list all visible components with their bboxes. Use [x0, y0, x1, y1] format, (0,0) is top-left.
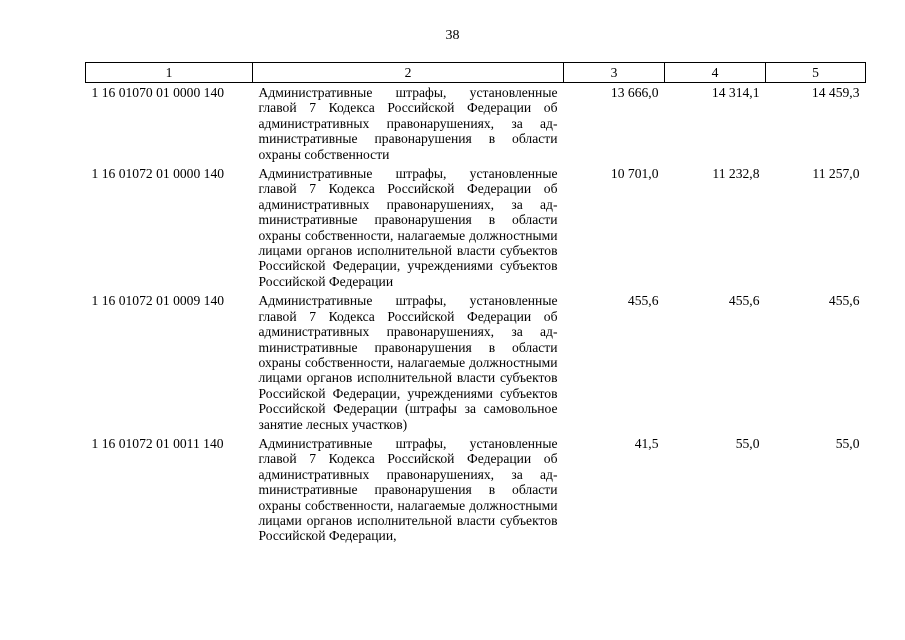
amount-column-3: 10 701,0	[610, 166, 659, 182]
revenue-description: Административные штрафы, установленные главой 7 Кодекса Российской Федерации об административных правонарушениях, за адmинистративные правонарушения в области охраны собственности	[258, 85, 558, 162]
column-header-code: 1	[86, 63, 253, 83]
revenue-description: Административные штрафы, установленные главой 7 Кодекса Российской Федерации об административных правонарушениях, за адmинистративные правонарушения в области охраны собственности, налагаемые должностными лицами органов исполнительной власти субъектов Российской Федерации, учреждениями субъектов Российской Федерации (штрафы за самовольное занятие лесных участков)	[258, 293, 558, 432]
column-header-value-2: 4	[665, 63, 766, 83]
amount-column-3: 41,5	[634, 435, 659, 451]
budget-revenue-table	[85, 62, 866, 544]
column-header-value-3: 5	[766, 63, 866, 83]
amount-column-5: 55,0	[835, 435, 860, 451]
column-header-value-1: 3	[564, 63, 665, 83]
amount-column-5: 11 257,0	[812, 166, 860, 182]
table-row	[86, 432, 866, 544]
table-row	[86, 289, 866, 432]
table-header-row	[86, 63, 866, 83]
revenue-description: Административные штрафы, установленные главой 7 Кодекса Российской Федерации об административных правонарушениях, за адmинистративные правонарушения в области охраны собственности, налагаемые должностными лицами органов исполнительной власти субъектов Российской Федерации, учреждениями субъектов Российской Федерации	[258, 166, 558, 289]
amount-column-4: 11 232,8	[712, 166, 760, 182]
budget-code: 1 16 01072 01 0011 140	[91, 435, 224, 451]
table-row	[86, 162, 866, 289]
revenue-description: Административные штрафы, установленные главой 7 Кодекса Российской Федерации об административных правонарушениях, за адmинистративные правонарушения в области охраны собственности, налагаемые должностными лицами органов исполнительной власти субъектов Российской Федерации,	[258, 435, 558, 544]
amount-column-3: 13 666,0	[610, 85, 659, 100]
budget-code: 1 16 01072 01 0000 140	[91, 166, 225, 182]
column-header-description: 2	[253, 63, 564, 83]
budget-code: 1 16 01072 01 0009 140	[91, 293, 225, 309]
amount-column-5: 455,6	[828, 293, 860, 309]
page-number: 38	[445, 28, 460, 43]
amount-column-3: 455,6	[627, 293, 659, 309]
amount-column-4: 455,6	[728, 293, 760, 309]
budget-code: 1 16 01070 01 0000 140	[91, 85, 225, 100]
amount-column-5: 14 459,3	[811, 85, 860, 100]
amount-column-4: 14 314,1	[711, 85, 760, 100]
table-row	[86, 83, 866, 163]
amount-column-4: 55,0	[735, 435, 760, 451]
